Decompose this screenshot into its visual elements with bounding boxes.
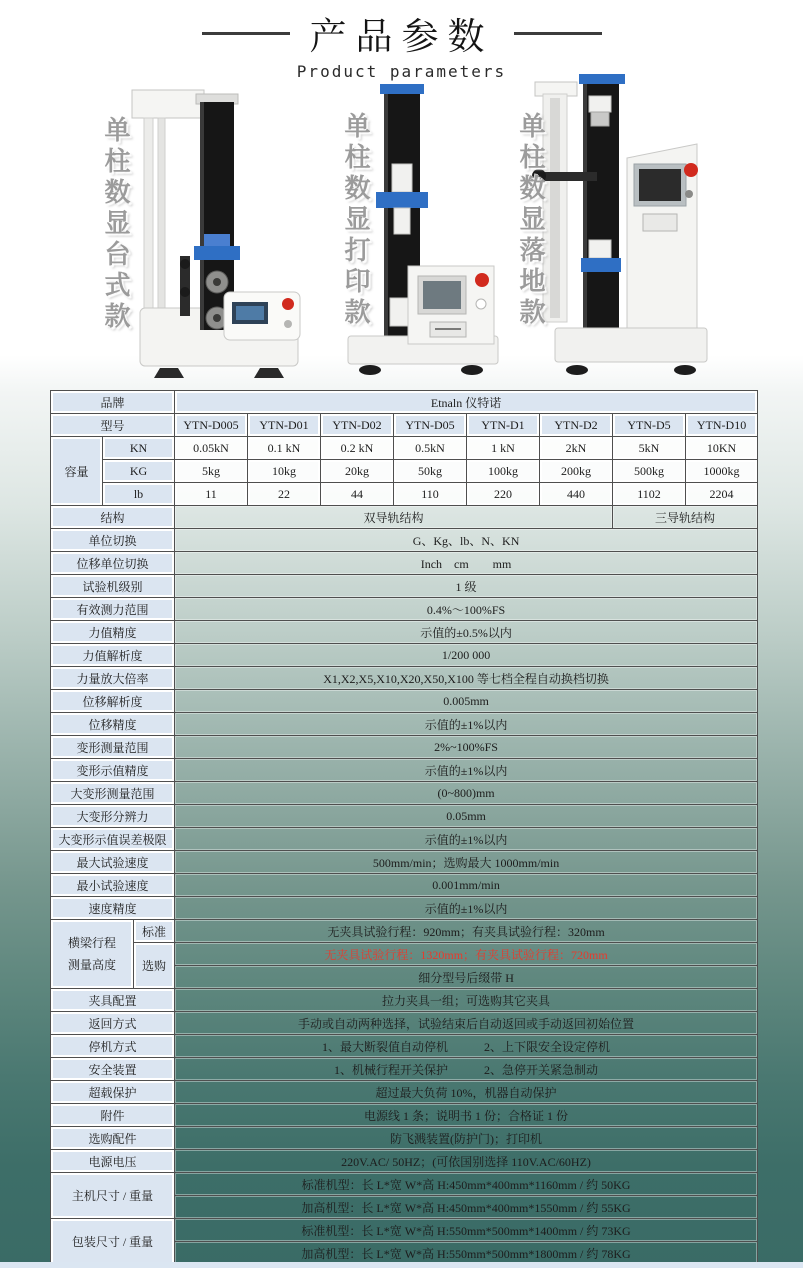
spec-value-cell: 示值的±0.5%以内 [175,621,758,644]
capacity-value-cell: 220 [467,483,540,506]
stroke-label-cell: 横梁行程 测量高度 [51,920,134,989]
model-cell: YTN-D2 [540,414,613,437]
spec-label-cell: 位移精度 [51,713,175,736]
capacity-value-cell: 110 [394,483,467,506]
capacity-value-cell: 500kg [613,460,686,483]
capacity-value-cell: 5kN [613,437,686,460]
spec-label-cell: 最小试验速度 [51,874,175,897]
spec-value-cell: 1/200 000 [175,644,758,667]
spec-value-cell: 示值的±1%以内 [175,713,758,736]
capacity-value-cell: 100kg [467,460,540,483]
spec-label-cell: 夹具配置 [51,989,175,1012]
spec-value-cell: 手动或自动两种选择，试验结束后自动返回或手动返回初始位置 [175,1012,758,1035]
capacity-value-cell: 10kg [248,460,321,483]
capacity-value-cell: 22 [248,483,321,506]
spec-label-cell: 安全装置 [51,1058,175,1081]
page-subtitle: Product parameters [296,62,507,81]
model-label-cell: 型号 [51,414,175,437]
capacity-value-cell: 0.2 kN [321,437,394,460]
capacity-value-cell: 5kg [175,460,248,483]
model-cell: YTN-D005 [175,414,248,437]
dimension-label-cell: 包装尺寸 / 重量 [51,1219,175,1265]
capacity-value-cell: 20kg [321,460,394,483]
spec-label-cell: 返回方式 [51,1012,175,1035]
capacity-value-cell: 2kN [540,437,613,460]
spec-value-cell: 0.001mm/min [175,874,758,897]
spec-label-cell: 变形测量范围 [51,736,175,759]
spec-label-cell: 选购配件 [51,1127,175,1150]
spec-label-cell: 单位切换 [51,529,175,552]
structure-label-cell: 结构 [51,506,175,529]
capacity-value-cell: 50kg [394,460,467,483]
spec-label-cell: 大变形分辨力 [51,805,175,828]
dimension-label-cell: 主机尺寸 / 重量 [51,1173,175,1219]
spec-label-cell: 有效测力范围 [51,598,175,621]
stroke-standard-label-cell: 标准 [134,920,175,943]
capacity-value-cell: 0.05kN [175,437,248,460]
spec-table [50,390,758,1265]
bottom-strip [0,1262,803,1268]
spec-value-cell: 示值的±1%以内 [175,897,758,920]
capacity-label-cell: 容量 [51,437,103,506]
capacity-value-cell: 1 kN [467,437,540,460]
spec-label-cell: 速度精度 [51,897,175,920]
spec-label-cell: 试验机级别 [51,575,175,598]
stroke-optional-value-cell: 无夹具试验行程：1320mm；有夹具试验行程：720mm [175,943,758,966]
capacity-value-cell: 11 [175,483,248,506]
spec-value-cell: 防飞溅装置(防护门)；打印机 [175,1127,758,1150]
spec-value-cell: 1、机械行程开关保护 2、急停开关紧急制动 [175,1058,758,1081]
spec-value-cell: 0.005mm [175,690,758,713]
spec-value-cell: 2%~100%FS [175,736,758,759]
capacity-value-cell: 1102 [613,483,686,506]
spec-label-cell: 位移单位切换 [51,552,175,575]
spec-value-cell: 示值的±1%以内 [175,828,758,851]
capacity-unit-cell: KG [103,460,175,483]
capacity-value-cell: 2204 [686,483,758,506]
spec-value-cell: 示值的±1%以内 [175,759,758,782]
title-dash-left [202,32,290,35]
title-dash-right [514,32,602,35]
spec-label-cell: 力值解析度 [51,644,175,667]
capacity-unit-cell: KN [103,437,175,460]
product-images [0,72,803,390]
capacity-value-cell: 0.1 kN [248,437,321,460]
spec-value-cell: Inch cm mm [175,552,758,575]
spec-label-cell: 位移解析度 [51,690,175,713]
spec-value-cell: 电源线 1 条；说明书 1 份；合格证 1 份 [175,1104,758,1127]
capacity-value-cell: 440 [540,483,613,506]
spec-label-cell: 力量放大倍率 [51,667,175,690]
product-label-floor: 单柱数显落地款 [515,112,545,329]
spec-label-cell: 力值精度 [51,621,175,644]
spec-label-cell: 附件 [51,1104,175,1127]
spec-label-cell: 电源电压 [51,1150,175,1173]
model-cell: YTN-D10 [686,414,758,437]
spec-label-cell: 大变形测量范围 [51,782,175,805]
spec-value-cell: 220V.AC/ 50HZ；(可依国别选择 110V.AC/60HZ) [175,1150,758,1173]
model-cell: YTN-D05 [394,414,467,437]
spec-value-cell: 1 级 [175,575,758,598]
spec-label-cell: 超载保护 [51,1081,175,1104]
brand-label-cell: 品牌 [51,391,175,414]
spec-label-cell: 变形示值精度 [51,759,175,782]
header [0,0,803,81]
spec-label-cell: 停机方式 [51,1035,175,1058]
spec-label-cell: 最大试验速度 [51,851,175,874]
spec-value-cell: 0.4%～100%FS [175,598,758,621]
spec-value-cell: 1、最大断裂值自动停机 2、上下限安全设定停机 [175,1035,758,1058]
spec-value-cell: 0.05mm [175,805,758,828]
model-cell: YTN-D5 [613,414,686,437]
brand-value-cell: Etnaln 仪特诺 [175,391,758,414]
stroke-optional-label-cell: 选购 [134,943,175,989]
spec-value-cell: (0~800)mm [175,782,758,805]
product-label-desktop: 单柱数显台式款 [100,116,130,333]
page-title: 产品参数 [309,17,494,58]
dimension-value-cell: 标准机型：长 L*宽 W*高 H:550mm*500mm*1400mm / 约 73KG [175,1219,758,1242]
structure-left-cell: 双导轨结构 [175,506,613,529]
model-cell: YTN-D01 [248,414,321,437]
capacity-unit-cell: lb [103,483,175,506]
capacity-value-cell: 200kg [540,460,613,483]
dimension-value-cell: 加高机型：长 L*宽 W*高 H:450mm*400mm*1550mm / 约 55KG [175,1196,758,1219]
dimension-value-cell: 标准机型：长 L*宽 W*高 H:450mm*400mm*1160mm / 约 50KG [175,1173,758,1196]
spec-value-cell: 500mm/min；选购最大 1000mm/min [175,851,758,874]
spec-value-cell: G、Kg、lb、N、KN [175,529,758,552]
stroke-standard-value-cell: 无夹具试验行程：920mm；有夹具试验行程：320mm [175,920,758,943]
spec-value-cell: 拉力夹具一组；可选购其它夹具 [175,989,758,1012]
dimension-value-cell: 加高机型：长 L*宽 W*高 H:550mm*500mm*1800mm / 约 78KG [175,1242,758,1265]
spec-value-cell: X1,X2,X5,X10,X20,X50,X100 等七档全程自动换档切换 [175,667,758,690]
capacity-value-cell: 0.5kN [394,437,467,460]
capacity-value-cell: 44 [321,483,394,506]
model-cell: YTN-D1 [467,414,540,437]
stroke-optional-note-cell: 细分型号后缀带 H [175,966,758,989]
capacity-value-cell: 10KN [686,437,758,460]
title-row [0,6,803,60]
structure-right-cell: 三导轨结构 [613,506,758,529]
product-label-printer: 单柱数显打印款 [340,112,370,329]
spec-label-cell: 大变形示值误差极限 [51,828,175,851]
model-cell: YTN-D02 [321,414,394,437]
spec-value-cell: 超过最大负荷 10%，机器自动保护 [175,1081,758,1104]
capacity-value-cell: 1000kg [686,460,758,483]
